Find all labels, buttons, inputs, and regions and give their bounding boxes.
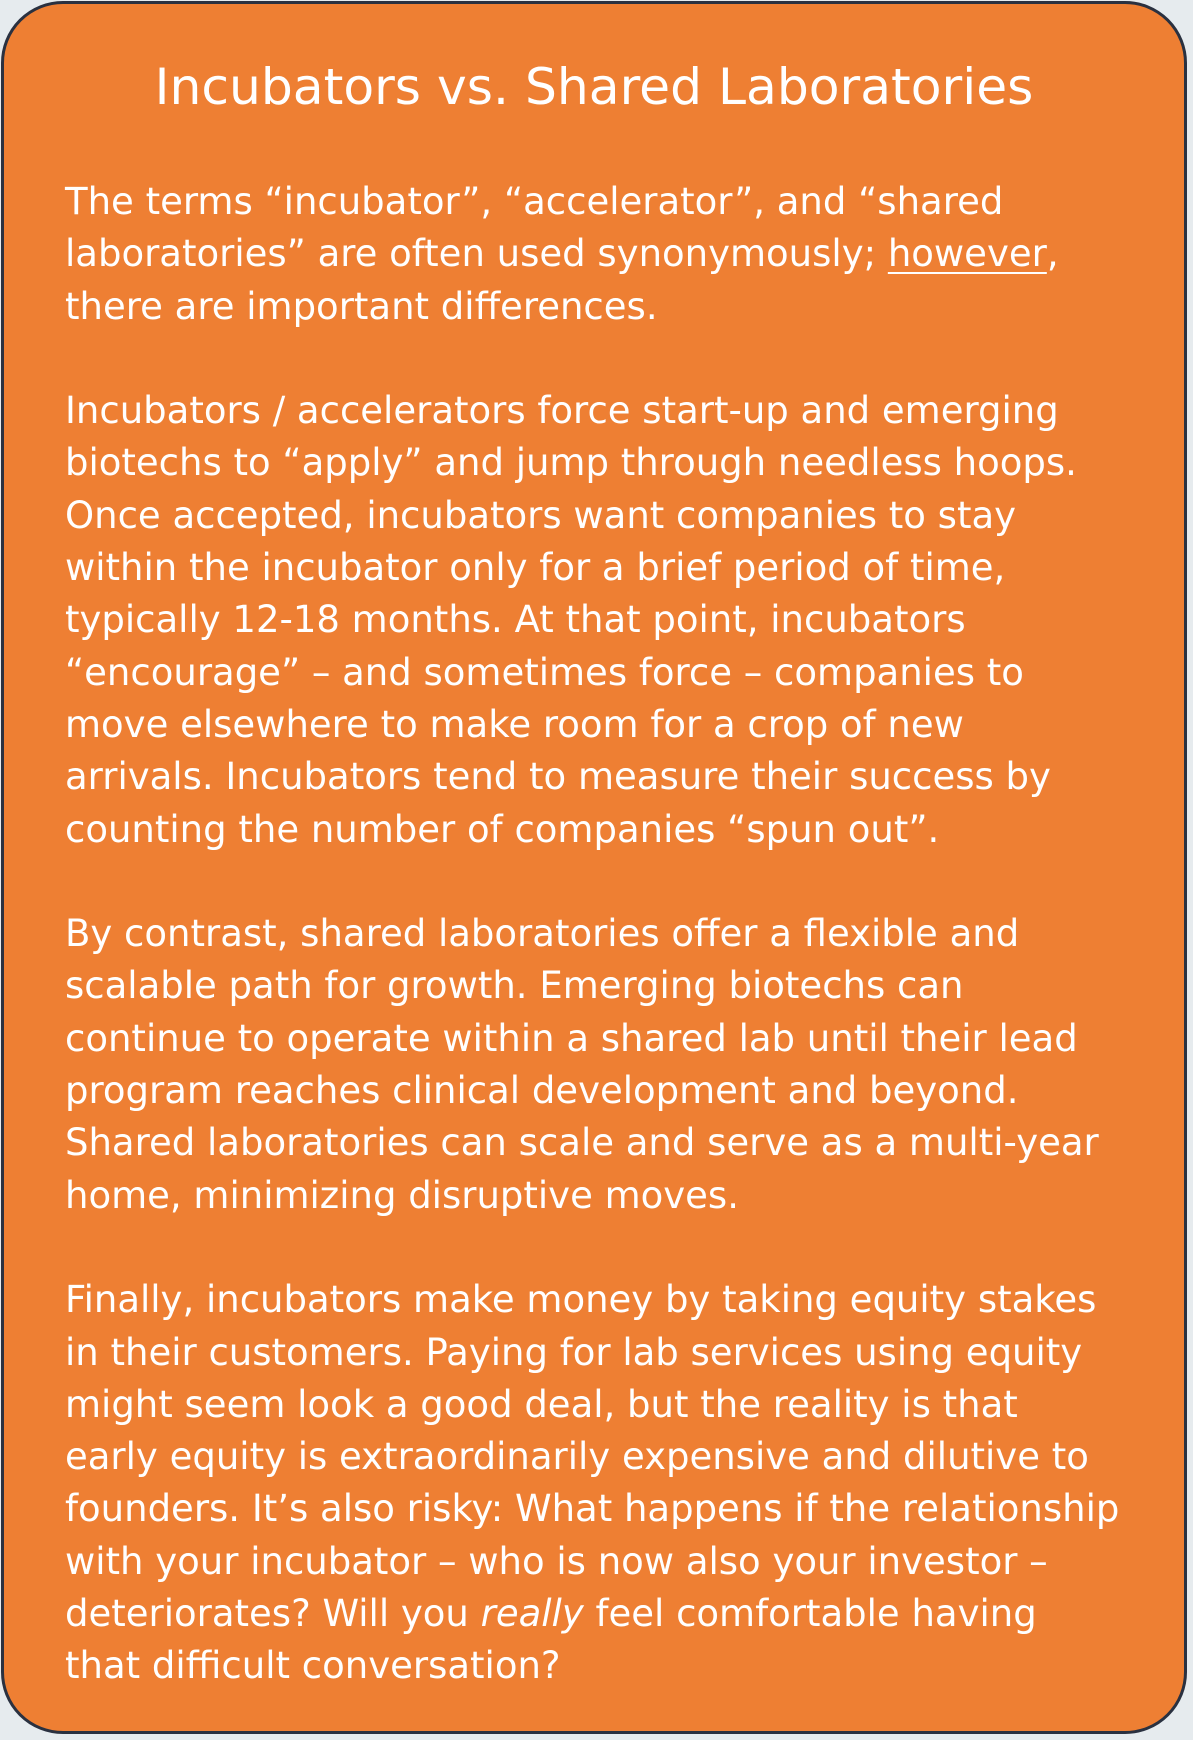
card-body	[65, 176, 1175, 1734]
text-line: By contrast, shared laboratories offer a flexible and	[65, 912, 1020, 956]
card-title: Incubators vs. Shared Laboratories	[154, 57, 1034, 116]
text-segment: feel comfortable having	[583, 1592, 1037, 1636]
text-line: typically 12-18 months. At that point, incubators	[65, 598, 966, 642]
text-line	[65, 1588, 1175, 1640]
text-segment: deteriorates? Will you	[65, 1592, 481, 1636]
text-line: counting the number of companies “spun out”.	[65, 807, 940, 851]
text-line	[65, 228, 1175, 280]
info-card	[1, 1, 1187, 1734]
text-line: The terms “incubator”, “accelerator”, and “shared	[65, 180, 1004, 223]
italic-word: really	[480, 1592, 584, 1636]
text-line: arrivals. Incubators tend to measure their success by	[65, 755, 1051, 799]
text-line: that difficult conversation?	[65, 1644, 561, 1688]
paragraph-2	[65, 385, 1175, 856]
underlined-word: however	[887, 232, 1047, 276]
text-line: in their customers. Paying for lab services using equity	[65, 1330, 1083, 1374]
text-line: might seem look a good deal, but the reality is that	[65, 1382, 1018, 1426]
text-line: biotechs to “apply” and jump through needless hoops.	[65, 441, 1077, 485]
text-line: within the incubator only for a brief period of time,	[65, 546, 1006, 590]
text-segment: laboratories” are often used synonymously;	[65, 232, 888, 276]
text-line: continue to operate within a shared lab until their lead	[65, 1016, 1078, 1060]
text-segment: ,	[1046, 232, 1059, 276]
text-line: Once accepted, incubators want companies to stay	[65, 493, 1017, 537]
paragraph-3	[65, 908, 1175, 1222]
paragraph-4	[65, 1274, 1175, 1692]
text-line: Finally, incubators make money by taking equity stakes	[65, 1278, 1097, 1322]
text-line: Shared laboratories can scale and serve as a multi-year	[65, 1121, 1099, 1165]
text-line: program reaches clinical development and beyond.	[65, 1069, 1019, 1113]
text-line: founders. It’s also risky: What happens if the relationship	[65, 1487, 1120, 1531]
text-line: there are important differences.	[65, 284, 658, 328]
text-line: Incubators / accelerators force start-up and emerging	[65, 389, 1059, 433]
paragraph-1	[65, 176, 1175, 333]
text-line: move elsewhere to make room for a crop of new	[65, 702, 964, 746]
text-line: “encourage” – and sometimes force – companies to	[65, 650, 1024, 694]
text-line: scalable path for growth. Emerging biotechs can	[65, 964, 964, 1008]
text-line: early equity is extraordinarily expensive and dilutive to	[65, 1435, 1089, 1479]
text-line: home, minimizing disruptive moves.	[65, 1173, 739, 1217]
text-line: with your incubator – who is now also your investor –	[65, 1539, 1048, 1583]
